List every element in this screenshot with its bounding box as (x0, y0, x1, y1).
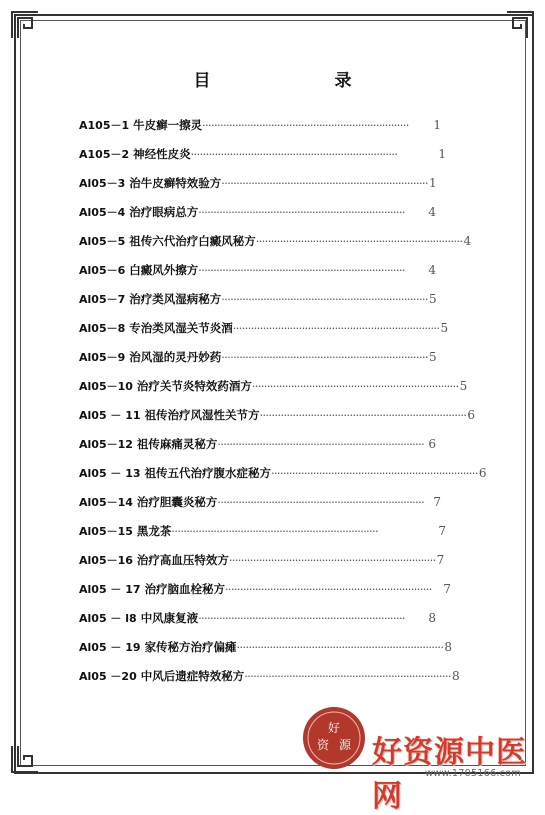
toc-entry-page: 8 (452, 669, 460, 683)
toc-entry-page: 8 (428, 611, 436, 625)
toc-entry[interactable] (79, 668, 460, 684)
toc-entry-page: 5 (440, 321, 449, 335)
toc-entry-title: 治疗眼病总方 (129, 205, 199, 219)
toc-entry[interactable] (79, 262, 436, 278)
toc-entry-page: 4 (428, 263, 436, 277)
toc-entry-code: Al05－16 (79, 554, 133, 567)
toc-entry[interactable] (79, 204, 436, 220)
toc-entry-code: Al05－10 (79, 380, 133, 393)
toc-entry-page: 6 (428, 437, 436, 451)
toc-entry-leader: ····································································· (221, 176, 429, 190)
toc-entry-title: 专治类风湿关节炎酒 (129, 321, 233, 335)
toc-entry[interactable] (79, 349, 436, 365)
corner-ornament-bottom-left (10, 744, 40, 774)
toc-entry-title: 治疗类风湿病秘方 (129, 292, 222, 306)
toc-entry[interactable] (79, 552, 445, 568)
toc-entry-title: 祖传治疗风湿性关节方 (144, 408, 260, 422)
svg-text:源: 源 (338, 738, 352, 752)
toc-entry-code: A105－2 (79, 148, 130, 161)
toc-entry-leader: ····································································· (255, 234, 463, 248)
toc-entry[interactable] (79, 465, 487, 481)
toc-entry-code: Al05－4 (79, 206, 126, 219)
toc-entry-code: Al05 －20 (79, 670, 137, 683)
toc-entry-page: 5 (459, 379, 468, 393)
toc-entry-page: 5 (429, 350, 437, 364)
toc-entry-code: Al05－15 (79, 525, 133, 538)
toc-entry[interactable] (79, 407, 475, 423)
toc-entry[interactable] (79, 639, 452, 655)
toc-entry[interactable] (79, 117, 441, 133)
watermark-brand: 好资源中医网 (372, 735, 527, 814)
toc-entry-page: 1 (429, 176, 437, 190)
toc-entry-leader: ····································································· (236, 640, 444, 654)
watermark-url: www.1705166.com (425, 768, 521, 779)
toc-entry-code: Al05 － 11 (79, 409, 141, 422)
toc-entry-title: 治疗关节炎特效药酒方 (136, 379, 252, 393)
toc-entry-page: 7 (436, 553, 445, 567)
toc-entry-leader: ····································································· (225, 582, 432, 596)
toc-entry[interactable] (79, 494, 441, 510)
toc-entry-code: Al05 － 17 (79, 583, 141, 596)
toc-entry[interactable] (79, 320, 449, 336)
toc-entry[interactable] (79, 146, 446, 162)
corner-ornament-top-right (505, 10, 535, 40)
toc-entry-leader: ····································································· (202, 118, 409, 132)
toc-entry-title: 治疗脑血栓秘方 (144, 582, 226, 596)
toc-entry-code: Al05－9 (79, 351, 126, 364)
toc-entry-leader: ····································································· (228, 553, 436, 567)
toc-entry-title: 白癜风外擦方 (129, 263, 199, 277)
toc-entry[interactable] (79, 175, 436, 191)
toc-entry-title: 神经性皮炎 (133, 147, 191, 161)
toc-entry-page: 1 (433, 118, 441, 132)
toc-entry-page: 5 (429, 292, 437, 306)
toc-entry-code: Al05－5 (79, 235, 126, 248)
toc-entry-leader: ····································································· (221, 350, 429, 364)
toc-entry[interactable] (79, 378, 468, 394)
toc-entry-title: 中风后遗症特效秘方 (140, 669, 245, 683)
toc-entry-leader: ····································································· (198, 205, 406, 219)
toc-entry-leader: ····································································· (198, 611, 405, 625)
toc-entry-leader: ····································································· (217, 437, 425, 451)
toc-entry-title: 祖传五代治疗腹水症秘方 (144, 466, 272, 480)
toc-entry-title: 治牛皮癣特效验方 (129, 176, 222, 190)
toc-entry-leader: ····································································· (259, 408, 467, 422)
toc-entry-title: 治疗胆囊炎秘方 (136, 495, 218, 509)
toc-title: 目 录 (193, 71, 382, 91)
toc-entry-page: 7 (438, 524, 446, 538)
toc-entry-code: Al05－14 (79, 496, 133, 509)
toc-entry-code: Al05 － 13 (79, 467, 141, 480)
toc-entry[interactable] (79, 581, 451, 597)
toc-entry-title: 家传秘方治疗偏瘫 (144, 640, 237, 654)
toc-entry-leader: ····································································· (244, 669, 451, 683)
toc-entry-page: 4 (463, 234, 472, 248)
toc-entry-code: Al05－8 (79, 322, 126, 335)
toc-entry-page: 8 (444, 640, 452, 654)
toc-entry-leader: ····································································· (271, 466, 478, 480)
toc-entry-leader: ····································································· (190, 147, 398, 161)
toc-entry-leader: ····································································· (232, 321, 440, 335)
toc-entry-code: Al05－3 (79, 177, 126, 190)
toc-entry-page: 1 (438, 147, 446, 161)
toc-entry-code: Al05 － 19 (79, 641, 141, 654)
toc-entry-page: 7 (443, 582, 451, 596)
toc-entry[interactable] (79, 523, 446, 539)
toc-entry-leader: ····································································· (171, 524, 379, 538)
corner-ornament-top-left (10, 10, 40, 40)
toc-entry[interactable] (79, 610, 436, 626)
svg-text:资: 资 (316, 738, 330, 752)
watermark-seal (301, 705, 367, 771)
toc-entry[interactable] (79, 436, 436, 452)
svg-text:好: 好 (327, 721, 341, 735)
toc-entry-leader: ····································································· (198, 263, 406, 277)
toc-entry[interactable] (79, 233, 472, 249)
toc-entry-title: 中风康复液 (140, 611, 199, 625)
toc-entry-page: 6 (467, 408, 475, 422)
toc-entry-title: 黑龙茶 (136, 524, 172, 538)
toc-entry-title: 牛皮癣一擦灵 (133, 118, 203, 132)
toc-entry-title: 治风湿的灵丹妙药 (129, 350, 222, 364)
toc-entry-leader: ····································································· (251, 379, 459, 393)
toc-entry[interactable] (79, 291, 436, 307)
toc-entry-code: Al05 － l8 (79, 612, 137, 625)
toc-entry-title: 祖传六代治疗白癜风秘方 (129, 234, 256, 248)
toc-entry-code: Al05－7 (79, 293, 126, 306)
toc-entry-page: 7 (433, 495, 441, 509)
toc-entry-page: 4 (428, 205, 436, 219)
toc-entry-code: Al05－6 (79, 264, 126, 277)
toc-entry-leader: ····································································· (217, 495, 425, 509)
toc-entry-title: 治疗高血压特效方 (136, 553, 229, 567)
toc-entry-leader: ····································································· (221, 292, 429, 306)
toc-entry-page: 6 (478, 466, 487, 480)
toc-entry-code: Al05－12 (79, 438, 133, 451)
toc-entry-title: 祖传麻痛灵秘方 (136, 437, 218, 451)
toc-entry-code: A105－1 (79, 119, 130, 132)
